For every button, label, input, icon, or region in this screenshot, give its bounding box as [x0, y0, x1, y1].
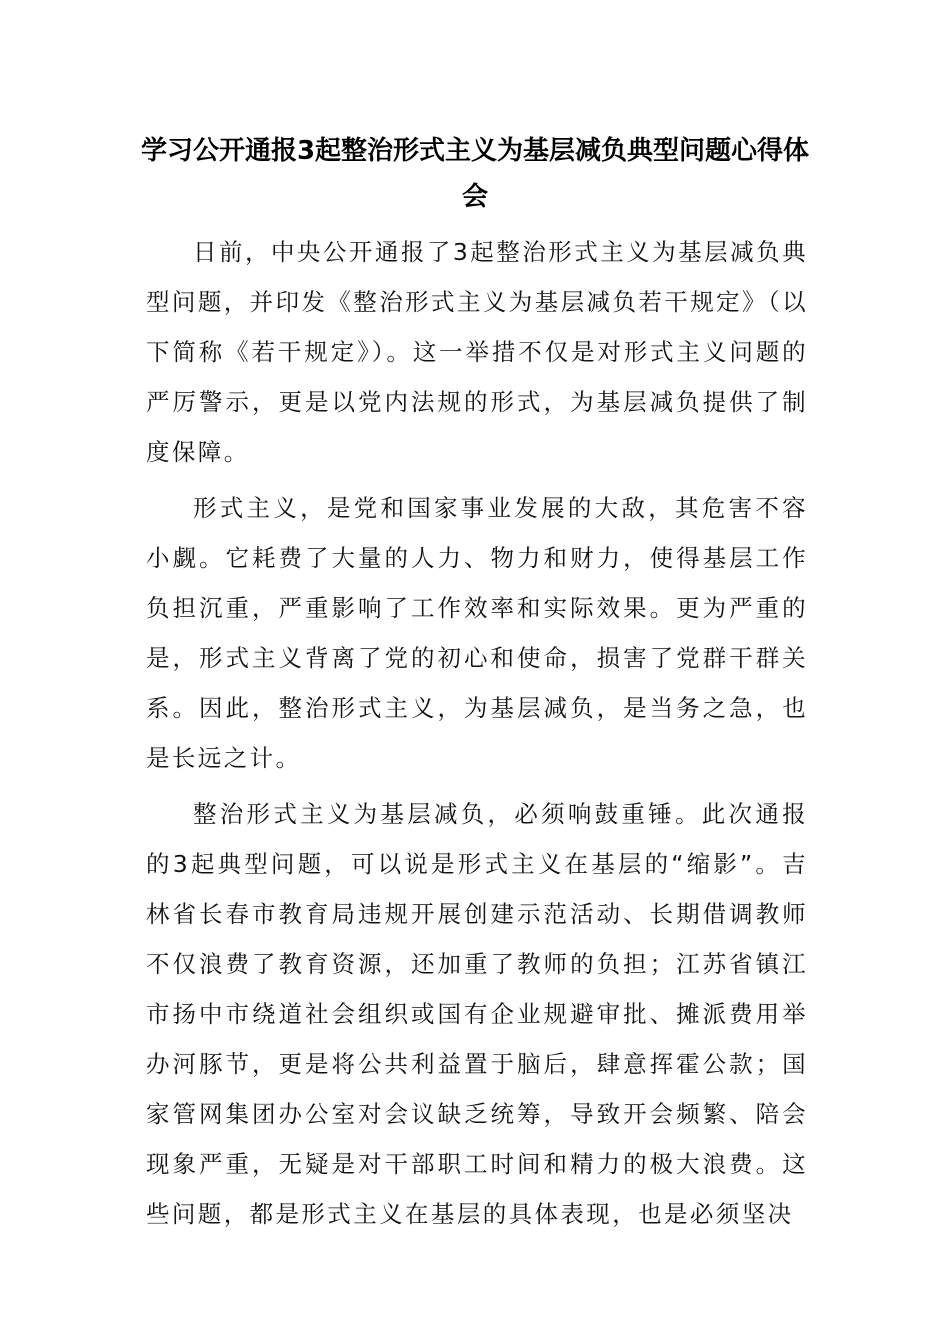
paragraph-1: 日前，中央公开通报了3起整治形式主义为基层减负典型问题，并印发《整治形式主义为基层减负若干规定》（以下简称《若干规定》）。这一举措不仅是对形式主义问题的严厉警示，更是以党内法规的形式，为基层减负提供了制度保障。 — [146, 238, 808, 466]
document-body — [146, 227, 808, 1245]
paragraph-2: 形式主义，是党和国家事业发展的大敌，其危害不容小觑。它耗费了大量的人力、物力和财力，使得基层工作负担沉重，严重影响了工作效率和实际效果。更为严重的是，形式主义背离了党的初心和使命，损害了党群干群关系。因此，整治形式主义，为基层减负，是当务之急，也是长远之计。 — [146, 494, 808, 772]
paragraph-3: 整治形式主义为基层减负，必须响鼓重锤。此次通报的3起典型问题，可以说是形式主义在基层的“缩影”。吉林省长春市教育局违规开展创建示范活动、长期借调教师不仅浪费了教育资源，还加重了教师的负担；江苏省镇江市扬中市绕道社会组织或国有企业规避审批、摊派费用举办河豚节，更是将公共利益置于脑后，肆意挥霍公款；国家管网集团办公室对会议缺乏统筹，导致开会频繁、陪会现象严重，无疑是对干部职工时间和精力的极大浪费。这些问题，都是形式主义在基层的具体表现，也是必须坚决 — [146, 800, 808, 1228]
document-title: 学习公开通报3起整治形式主义为基层减负典型问题心得体会 — [140, 136, 810, 212]
